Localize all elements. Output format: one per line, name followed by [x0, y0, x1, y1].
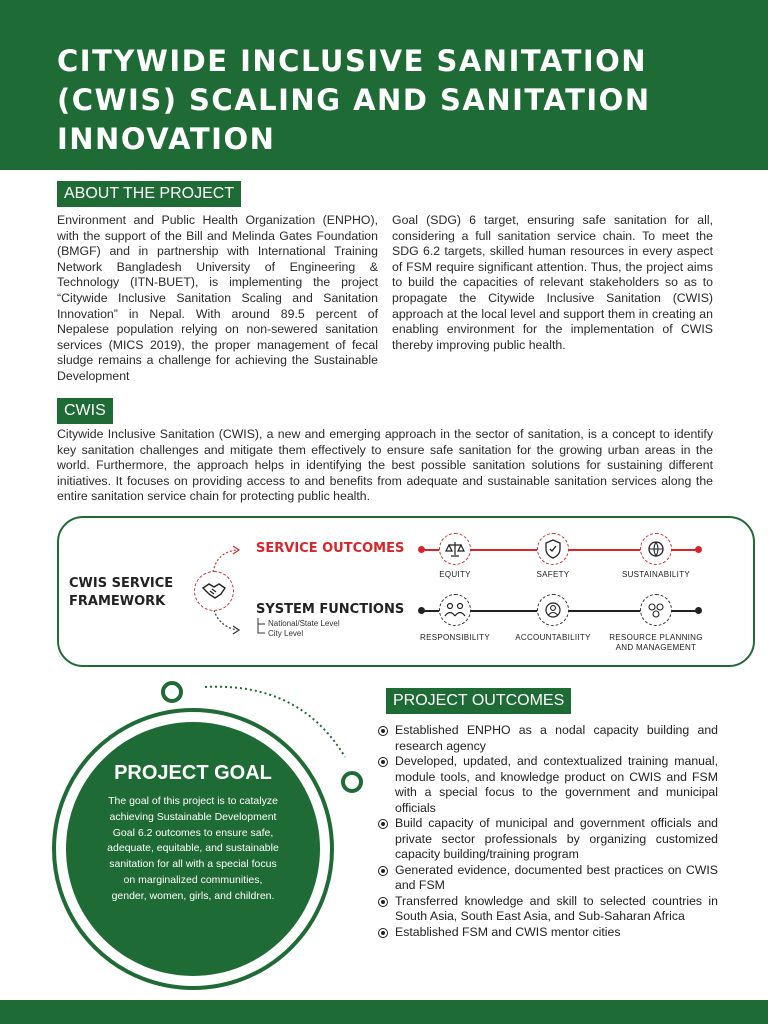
system-line-end-dot [695, 607, 702, 614]
resources-icon [640, 594, 672, 626]
goal-title: PROJECT GOAL [114, 762, 272, 784]
framework-title-line1: CWIS SERVICE [69, 576, 174, 591]
list-item: Established ENPHO as a nodal capacity building and research agency [378, 723, 718, 754]
national-state-level: National/State Level [268, 619, 340, 628]
tree-connector-icon [256, 618, 266, 636]
shield-icon [537, 533, 569, 565]
safety-label: SAFETY [536, 570, 570, 579]
sustainability-label: SUSTAINABILITY [621, 570, 691, 579]
footer-bar [0, 1000, 768, 1024]
scales-icon [439, 533, 471, 565]
service-outcomes-heading: SERVICE OUTCOMES [256, 541, 405, 556]
about-text-left: Environment and Public Health Organization (ENPHO), with the support of the Bill and Melinda Gates Foundation (BMGF) and in partnership with International Training Network Bangladesh University of Engineering & Technology (ITN-BUET), is implementing the project “Citywide Inclusive Sanitation Scaling and Sanitation Innovation” in Nepal. With around 89.5 percent of Nepalese population relying on non-sewered sanitation services (MICS 2019), the proper management of fecal sludge remains a challenge for achieving the Sustainable Development [57, 213, 378, 383]
bullet-icon [378, 726, 388, 736]
bullet-icon [378, 928, 388, 938]
equity-label: EQUITY [439, 570, 471, 579]
city-level: City Level [268, 629, 304, 638]
system-functions-heading: SYSTEM FUNCTIONS [256, 602, 405, 617]
list-item: Build capacity of municipal and government officials and private sector professionals by organizing customized capacity building/training program [378, 816, 718, 863]
service-line-end-dot [695, 546, 702, 553]
list-item: Transferred knowledge and skill to selected countries in South Asia, South East Asia, and Sub-Saharan Africa [378, 894, 718, 925]
cwis-framework-panel [57, 516, 755, 667]
globe-icon [640, 533, 672, 565]
responsibility-label: RESPONSIBILITY [420, 633, 490, 642]
framework-title-line2: FRAMEWORK [69, 594, 166, 609]
bullet-icon [378, 757, 388, 767]
list-item: Generated evidence, documented best practices on CWIS and FSM [378, 863, 718, 894]
goal-circle [66, 722, 320, 976]
list-item: Developed, updated, and contextualized training manual, module tools, and knowledge product on CWIS and FSM with a special focus to the government and municipal officials [378, 754, 718, 816]
bullet-icon [378, 819, 388, 829]
bullet-icon [378, 897, 388, 907]
resource-planning-line1: RESOURCE PLANNING [609, 633, 703, 642]
page-title: CITYWIDE INCLUSIVE SANITATION (CWIS) SCALING AND SANITATION INNOVATION [57, 44, 651, 156]
handshake-icon [194, 571, 234, 611]
person-check-icon [537, 594, 569, 626]
about-text-right: Goal (SDG) 6 target, ensuring safe sanitation for all, considering a full sanitation service chain. To meet the SDG 6.2 targets, skilled human resources in every aspect of FSM require significant attention. Thus, the project aims to build the capacities of relevant stakeholders so as to propagate the Citywide Inclusive Sanitation (CWIS) approach at the local level and support them in creating an enabling environment for the implementation of CWIS thereby improving public health. [392, 213, 713, 352]
outcomes-list [378, 723, 718, 940]
page-header [0, 0, 768, 170]
accountability-label: ACCOUNTABILIITY [515, 633, 591, 642]
people-icon [439, 594, 471, 626]
goal-text: The goal of this project is to catalyze achieving Sustainable Development Goal 6.2 outcomes to ensure safe, adequate, equitable, and sustainable sanitation for all with a special focus on marginalized communities, gender, women, girls, and children. [107, 795, 279, 902]
bullet-icon [378, 866, 388, 876]
about-section-label: ABOUT THE PROJECT [57, 181, 241, 207]
resource-planning-label [596, 633, 716, 653]
outcomes-section-label: PROJECT OUTCOMES [386, 688, 571, 714]
list-item: Established FSM and CWIS mentor cities [378, 925, 718, 941]
resource-planning-line2: AND MANAGEMENT [615, 643, 697, 652]
cwis-section-label: CWIS [57, 398, 113, 424]
framework-title [69, 575, 173, 611]
cwis-text: Citywide Inclusive Sanitation (CWIS), a new and emerging approach in the sector of sanitation, is a concept to identify key sanitation challenges and mitigate them effectively to ensure safe sanitation for the growing urban areas in the world. Furthermore, the approach helps in identifying the best possible sanitation solutions for sustaining different initiatives. It focuses on providing access to and benefits from adequate and sustainable sanitation services along the entire sanitation service chain for protecting public health. [57, 427, 713, 504]
